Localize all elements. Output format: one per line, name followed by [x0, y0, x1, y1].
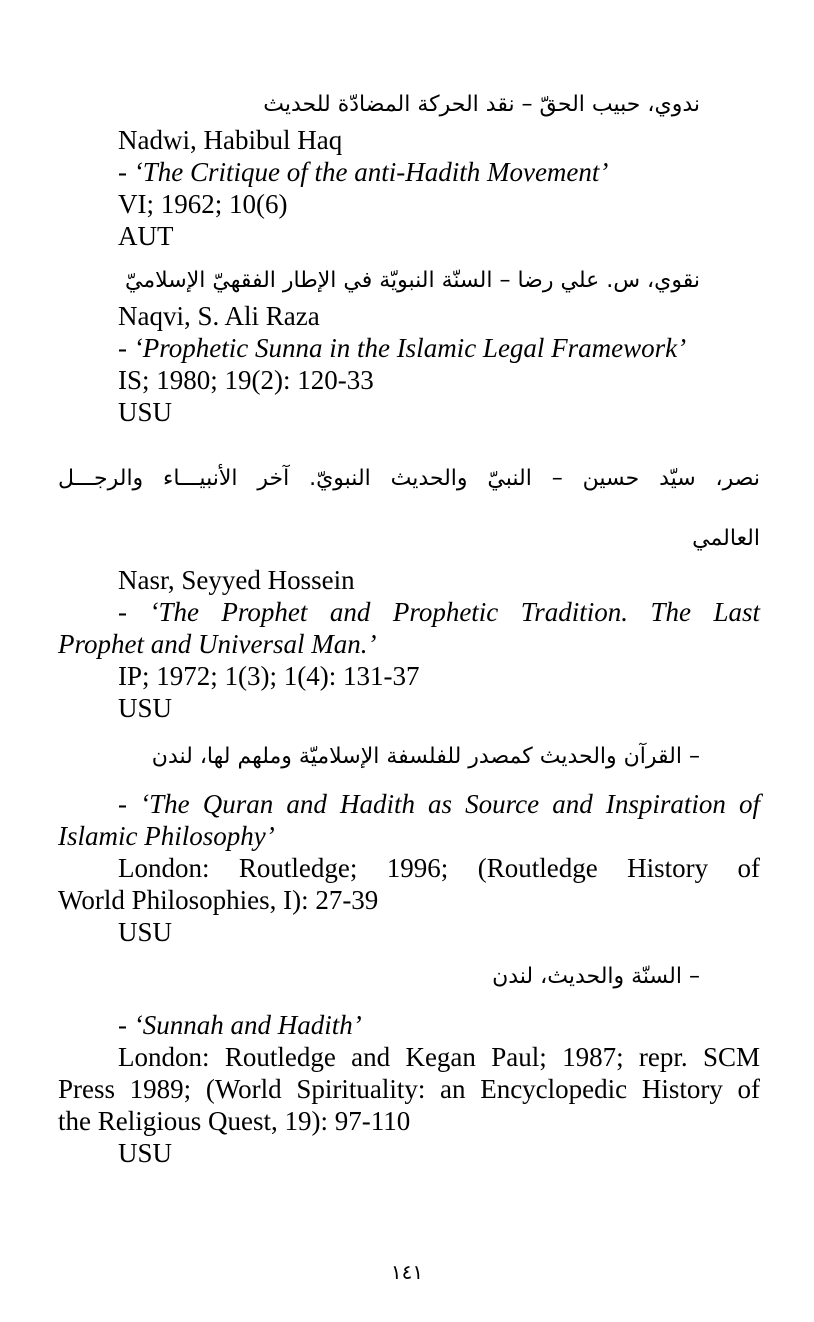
- work-title: - ‘The Prophet and Prophetic Tradition. The Last: [118, 597, 760, 627]
- bibliography-entry-nasr-sunnah: [58, 958, 760, 1169]
- work-title-continued: Prophet and Universal Man.’: [58, 629, 377, 659]
- bibliography-entry-naqvi: [58, 262, 760, 428]
- publication-details: London: Routledge; 1996; (Routledge History of: [118, 853, 760, 883]
- publication-details: VI; 1962; 10(6): [118, 189, 288, 219]
- category-code: USU: [118, 1138, 173, 1168]
- arabic-heading: – السنّة والحديث، لندن: [492, 964, 700, 989]
- category-code: USU: [118, 693, 173, 723]
- arabic-heading: نقوي، س. علي رضا – السنّة النبويّة في الإطار الفقهيّ الإسلاميّ: [125, 268, 700, 293]
- publication-details-continued: the Religious Quest, 19): 97-110: [58, 1106, 411, 1136]
- arabic-heading-continued: العالمي: [692, 526, 760, 551]
- page-number: ١٤١: [390, 1260, 424, 1284]
- arabic-heading: – القرآن والحديث كمصدر للفلسفة الإسلاميّة وملهم لها، لندن: [151, 744, 700, 769]
- author-name: Naqvi, S. Ali Raza: [118, 301, 320, 331]
- arabic-heading: ندوي، حبيب الحقّ – نقد الحركة المضادّة للحديث: [263, 92, 700, 117]
- arabic-heading: نصر، سيّد حسين – النبيّ والحديث النبويّ. آخر الأنبيـــاء والرجـــل: [58, 466, 760, 491]
- work-title: - ‘The Critique of the anti-Hadith Movement’: [118, 157, 609, 187]
- bibliography-entry-nadwi: [58, 86, 760, 252]
- publication-details: London: Routledge and Kegan Paul; 1987; repr. SCM: [118, 1042, 760, 1072]
- work-title-continued: Islamic Philosophy’: [58, 821, 275, 851]
- bibliography-entry-nasr-quran: [58, 738, 760, 948]
- work-title: - ‘The Quran and Hadith as Source and Inspiration of: [118, 789, 760, 819]
- publication-details: IP; 1972; 1(3); 1(4): 131-37: [118, 661, 420, 691]
- category-code: USU: [118, 397, 173, 427]
- category-code: AUT: [118, 221, 174, 251]
- publication-details-continued: Press 1989; (World Spirituality: an Encyclopedic History of: [58, 1074, 760, 1104]
- bibliography-entry-nasr-prophet: [58, 460, 760, 724]
- work-title: - ‘Sunnah and Hadith’: [118, 1010, 362, 1040]
- category-code: USU: [118, 917, 173, 947]
- publication-details: IS; 1980; 19(2): 120-33: [118, 365, 374, 395]
- author-name: Nadwi, Habibul Haq: [118, 125, 343, 155]
- work-title: - ‘Prophetic Sunna in the Islamic Legal Framework’: [118, 333, 687, 363]
- author-name: Nasr, Seyyed Hossein: [118, 565, 355, 595]
- publication-details-continued: World Philosophies, I): 27-39: [58, 885, 379, 915]
